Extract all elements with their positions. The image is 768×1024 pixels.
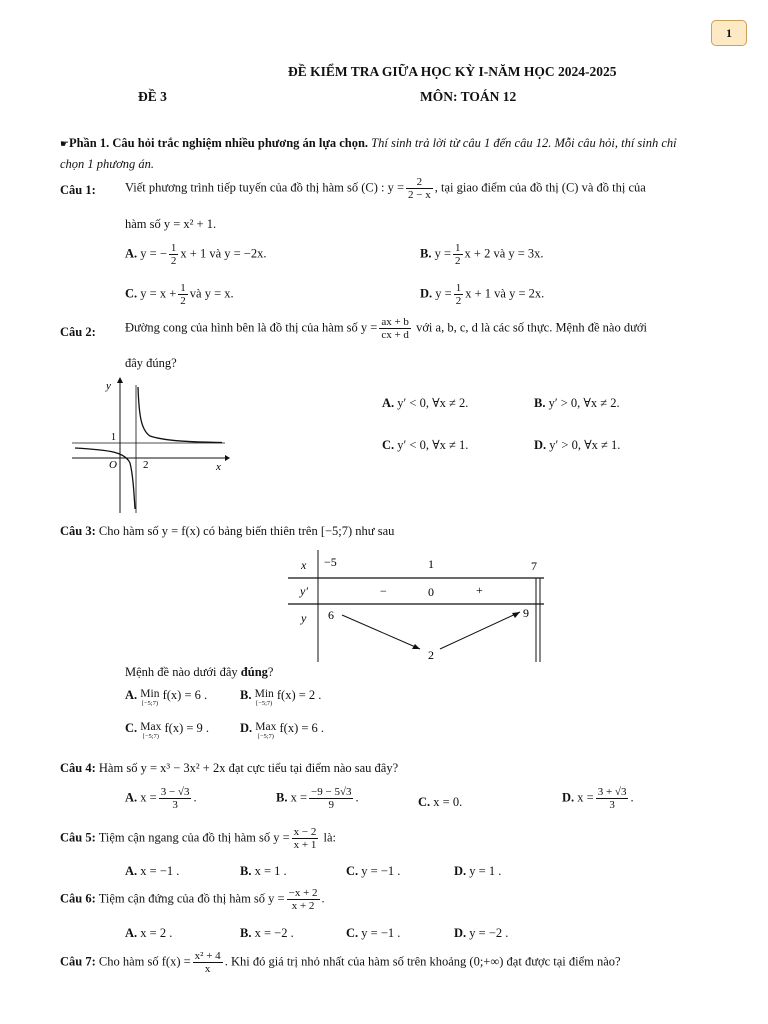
q1-option-a[interactable]: A. y = − $\frac{1}{2}$ x + 1 và y = −2x. <box>125 242 267 267</box>
arrow-head-icon <box>512 612 520 618</box>
q2-option-b[interactable]: B. y′ > 0, ∀x ≠ 2. <box>534 396 620 410</box>
q3-prompt: Mệnh đề nào dưới đây đúng? <box>125 665 274 679</box>
question-2-text: Đường cong của hình bên là đồ thị của hàm số y = $\frac{ax + b}{cx + d}$ với a, b, c, d là các số thực. Mệnh đề nào dưới <box>125 316 647 341</box>
pointing-hand-icon: ☛ <box>60 139 69 150</box>
x-value: −5 <box>324 555 337 569</box>
origin-label: O <box>109 459 117 471</box>
q3-variation-table <box>288 548 544 664</box>
part1-instruction-cont: chọn 1 phương án. <box>60 157 155 171</box>
question-5: Câu 5: Tiệm cận ngang của đồ thị hàm số y = $\frac{x - 2}{x + 1}$ là: <box>60 826 336 851</box>
question-7: Câu 7: Cho hàm số f(x) = $\frac{\text{x² + 4}}{x}$ . Khi đó giá trị nhỏ nhất của hàm số trên khoảng (0;+∞) đạt được tại điểm nào? <box>60 950 621 975</box>
q3-option-a[interactable]: A. Min [−5;7) f(x) = 6 . <box>125 688 208 707</box>
right-branch <box>138 387 222 443</box>
derivative-sign: + <box>476 583 483 597</box>
y-value: 9 <box>523 606 529 620</box>
part1-instruction: Thí sinh trả lời từ câu 1 đến câu 12. Mỗi câu hỏi, thí sinh chỉ <box>371 136 677 150</box>
exam-title: ĐỀ KIỂM TRA GIỮA HỌC KỲ I-NĂM HỌC 2024-2025 <box>288 64 617 79</box>
q4-option-c[interactable]: C. x = 0. <box>418 795 463 809</box>
increasing-arrow <box>440 612 520 649</box>
derivative-sign: − <box>380 584 387 598</box>
q4-option-d[interactable]: D. x = $\frac{3 + √3}{3}$ . <box>562 786 634 811</box>
q3-option-c[interactable]: C. Max [−5;7) f(x) = 9 . <box>125 721 210 740</box>
q2-option-c[interactable]: C. y′ < 0, ∀x ≠ 1. <box>382 438 469 452</box>
x-value: 7 <box>531 559 537 573</box>
q5-option-b[interactable]: B. x = 1 . <box>240 864 287 878</box>
q2-option-d[interactable]: D. y′ > 0, ∀x ≠ 1. <box>534 438 621 452</box>
q1-option-d[interactable]: D. y = $\frac{1}{2}$ x + 1 và y = 2x. <box>420 282 545 307</box>
derivative-zero: 0 <box>428 585 434 599</box>
left-branch <box>75 448 135 509</box>
q2-option-a[interactable]: A. y′ < 0, ∀x ≠ 2. <box>382 396 469 410</box>
question-3: Câu 3: Cho hàm số y = f(x) có bảng biến thiên trên [−5;7) như sau <box>60 524 395 538</box>
q5-option-a[interactable]: A. x = −1 . <box>125 864 180 878</box>
x-axis-label: x <box>216 461 221 473</box>
x-axis-arrow-icon <box>225 455 230 461</box>
q6-option-c[interactable]: C. y = −1 . <box>346 926 401 940</box>
x-value: 1 <box>428 557 434 571</box>
table-x-label: x <box>301 558 307 572</box>
q6-option-a[interactable]: A. x = 2 . <box>125 926 173 940</box>
decreasing-arrow <box>342 615 420 649</box>
q2-function-graph <box>70 375 230 515</box>
question-2-label: Câu 2: <box>60 325 96 339</box>
q6-option-b[interactable]: B. x = −2 . <box>240 926 294 940</box>
q6-option-d[interactable]: D. y = −2 . <box>454 926 509 940</box>
part1-heading: Phần 1. Câu hỏi trắc nghiệm nhiều phương án lựa chọn. <box>68 136 369 150</box>
q5-option-d[interactable]: D. y = 1 . <box>454 864 502 878</box>
table-yprime-label: y′ <box>300 584 308 598</box>
q3-option-b[interactable]: B. Min [−5;7) f(x) = 2 . <box>240 688 322 707</box>
subject: MÔN: TOÁN 12 <box>420 89 517 104</box>
y-axis-arrow-icon <box>117 377 123 383</box>
question-1-text-cont: hàm số y = x² + 1. <box>125 217 217 231</box>
q5-option-c[interactable]: C. y = −1 . <box>346 864 401 878</box>
q4-option-a[interactable]: A. x = $\frac{3 - √3}{3}$ . <box>125 786 197 811</box>
y-axis-label: y <box>106 380 111 392</box>
part1-heading-line <box>60 136 677 151</box>
page-number: 1 <box>711 20 747 46</box>
exam-code: ĐỀ 3 <box>138 89 167 104</box>
q1-option-b[interactable]: B. y = $\frac{1}{2}$ x + 2 và y = 3x. <box>420 242 544 267</box>
table-y-label: y <box>301 611 307 625</box>
y-value: 2 <box>428 648 434 662</box>
question-1-label: Câu 1: <box>60 183 96 197</box>
q1-option-c[interactable]: C. y = x + $\frac{1}{2}$ và y = x. <box>125 282 234 307</box>
y-value: 6 <box>328 608 334 622</box>
y-tick-label: 1 <box>111 432 116 443</box>
q4-option-b[interactable]: B. x = $\frac{-9 - 5√3}{9}$ . <box>276 786 359 811</box>
x-tick-label: 2 <box>143 459 149 471</box>
q3-option-d[interactable]: D. Max [−5;7) f(x) = 6 . <box>240 721 325 740</box>
question-1-text: Viết phương trình tiếp tuyến của đồ thị hàm số (C) : y = $\frac{2}{2 - x}$ , tại giao điểm của đồ thị (C) và đồ thị của <box>125 176 646 201</box>
question-2-text-cont: đây đúng? <box>125 356 177 370</box>
question-6: Câu 6: Tiệm cận đứng của đồ thị hàm số y = $\frac{-x + 2}{x + 2}$ . <box>60 887 325 912</box>
question-4: Câu 4: Hàm số y = x³ − 3x² + 2x đạt cực tiểu tại điểm nào sau đây? <box>60 761 399 775</box>
